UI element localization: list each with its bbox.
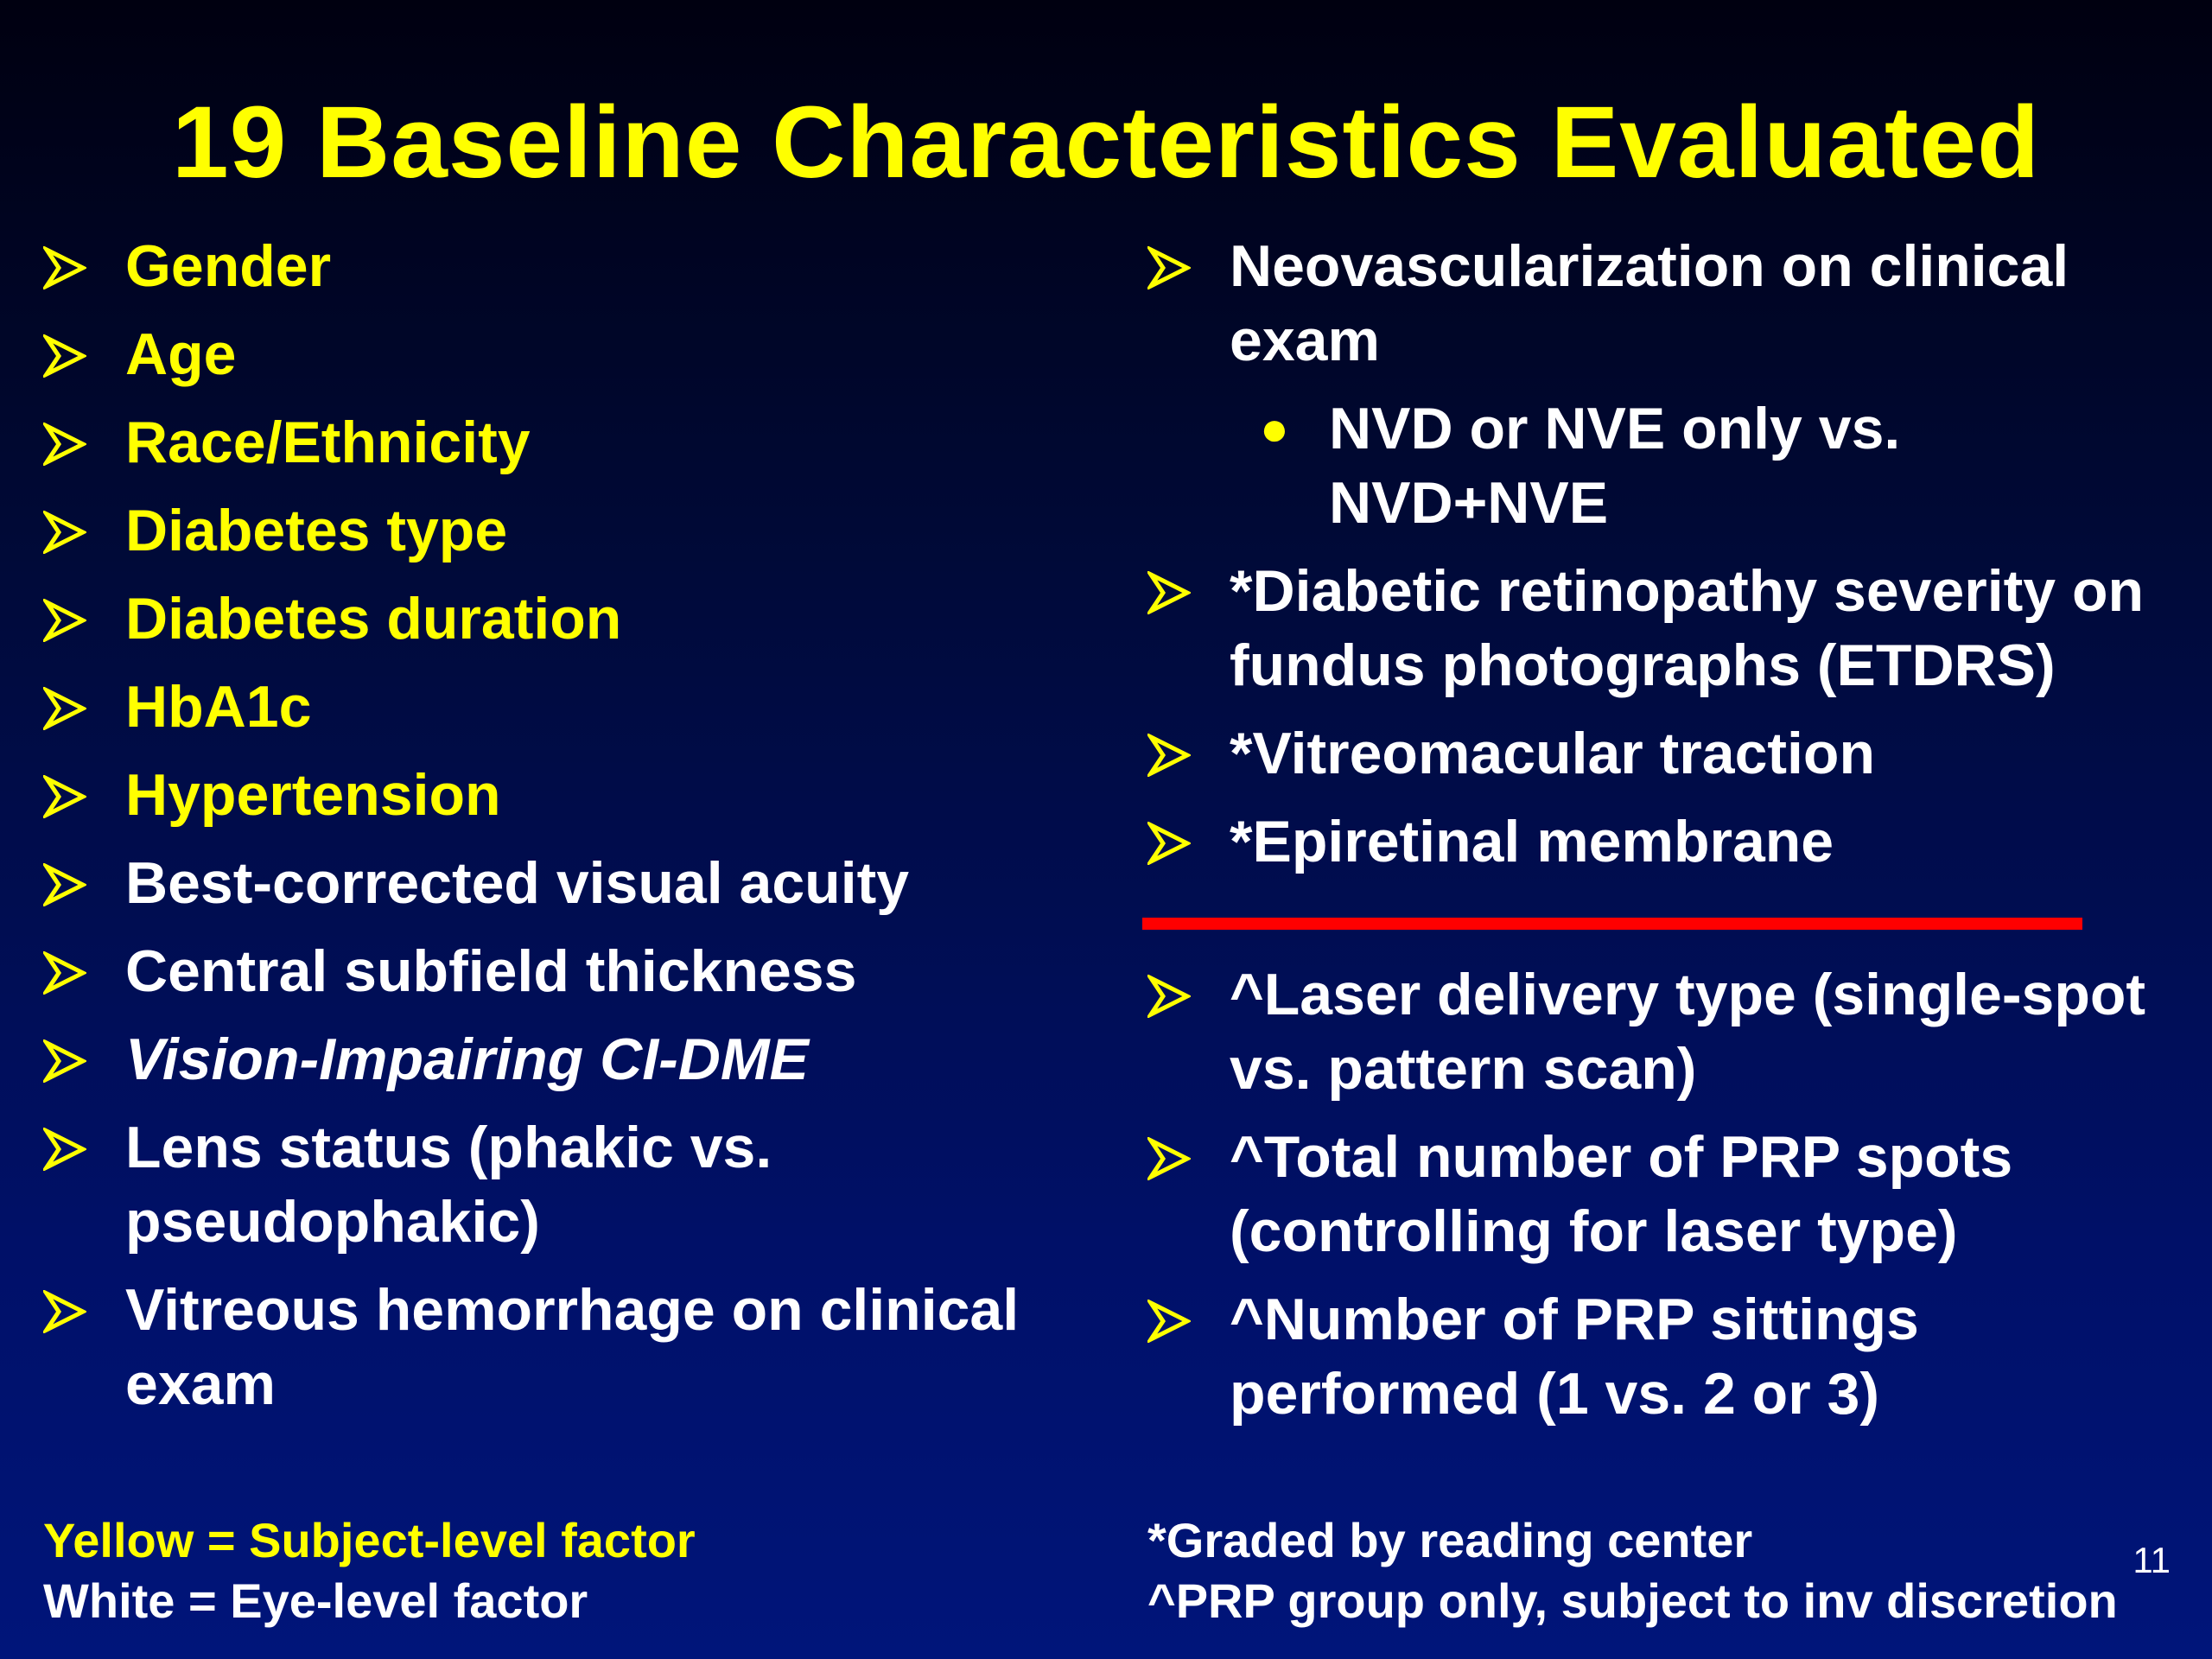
list-item-label: Hypertension — [125, 762, 501, 828]
footnotes — [1147, 1510, 2118, 1631]
list-item-label: *Epiretinal membrane — [1230, 809, 1834, 874]
arrow-bullet-icon — [43, 951, 86, 995]
list-item-prp-spots — [1147, 1120, 2167, 1268]
list-item-dr-severity — [1147, 554, 2167, 702]
list-item-neovascularization — [1147, 229, 2167, 378]
arrow-bullet-icon — [1147, 975, 1191, 1018]
red-divider — [1142, 918, 2082, 930]
list-item-epiretinal-membrane — [1147, 804, 2167, 879]
list-item-label: ^Number of PRP sittings performed (1 vs. 2 or 3) — [1230, 1287, 1919, 1427]
list-item-visual-acuity — [43, 846, 1123, 920]
arrow-bullet-icon — [1147, 571, 1191, 614]
right-bullet-list — [1147, 229, 2167, 1445]
list-item-label: Vitreous hemorrhage on clinical exam — [125, 1277, 1020, 1417]
list-item-label: ^Laser delivery type (single-spot vs. pattern scan) — [1230, 962, 2146, 1102]
arrow-bullet-icon — [43, 1290, 86, 1333]
color-legend — [43, 1510, 696, 1631]
arrow-bullet-icon — [43, 863, 86, 906]
arrow-bullet-icon — [43, 423, 86, 466]
legend-white: White = Eye-level factor — [43, 1573, 588, 1628]
arrow-bullet-icon — [43, 687, 86, 730]
list-item-label: Diabetes duration — [125, 586, 622, 652]
footnote-prp: ^PRP group only, subject to inv discretion — [1147, 1573, 2118, 1628]
list-item-label: HbA1c — [125, 674, 312, 740]
list-item-label: Vision-Impairing CI-DME — [125, 1027, 809, 1092]
sub-item-label: NVD or NVE only vs. NVD+NVE — [1329, 396, 1901, 536]
list-item-vitreomacular-traction — [1147, 716, 2167, 791]
list-item-label: Gender — [125, 233, 332, 299]
arrow-bullet-icon — [1147, 1300, 1191, 1343]
footnote-graded: *Graded by reading center — [1147, 1513, 1753, 1567]
arrow-bullet-icon — [43, 1039, 86, 1083]
list-item-label: *Diabetic retinopathy severity on fundus photographs (ETDRS) — [1230, 558, 2145, 698]
dot-bullet-icon: ● — [1260, 401, 1289, 455]
list-item-vitreous-hemorrhage — [43, 1273, 1123, 1421]
page-number: 11 — [2133, 1540, 2171, 1580]
arrow-bullet-icon — [1147, 822, 1191, 865]
legend-yellow: Yellow = Subject-level factor — [43, 1513, 696, 1567]
list-item-prp-sittings — [1147, 1282, 2167, 1431]
arrow-bullet-icon — [43, 511, 86, 554]
list-item-ci-dme — [43, 1022, 1123, 1096]
list-item-label: Race/Ethnicity — [125, 410, 531, 475]
left-bullet-list — [43, 229, 1123, 1435]
slide-title: 19 Baseline Characteristics Evaluated — [171, 86, 2041, 200]
list-item-label: Best-corrected visual acuity — [125, 850, 910, 916]
list-item-label: Neovascularization on clinical exam — [1230, 233, 2069, 373]
arrow-bullet-icon — [43, 334, 86, 378]
list-item-diabetes-type — [43, 493, 1123, 568]
arrow-bullet-icon — [1147, 734, 1191, 777]
list-item-label: Age — [125, 321, 237, 387]
arrow-bullet-icon — [43, 246, 86, 289]
sub-item-nvd-nve — [1147, 391, 2167, 540]
arrow-bullet-icon — [43, 599, 86, 642]
arrow-bullet-icon — [1147, 246, 1191, 289]
list-item-diabetes-duration — [43, 582, 1123, 656]
list-item-label: ^Total number of PRP spots (controlling for laser type) — [1230, 1124, 2013, 1264]
list-item-label: Lens status (phakic vs. pseudophakic) — [125, 1115, 772, 1255]
list-item-hba1c — [43, 670, 1123, 744]
list-item-label: *Vitreomacular traction — [1230, 721, 1876, 786]
arrow-bullet-icon — [1147, 1137, 1191, 1180]
list-item-hypertension — [43, 758, 1123, 832]
list-item-age — [43, 317, 1123, 391]
list-item-gender — [43, 229, 1123, 303]
list-item-laser-delivery — [1147, 957, 2167, 1106]
list-item-race-ethnicity — [43, 405, 1123, 480]
arrow-bullet-icon — [43, 775, 86, 818]
arrow-bullet-icon — [43, 1128, 86, 1171]
list-item-lens-status — [43, 1110, 1123, 1259]
list-item-central-subfield — [43, 934, 1123, 1008]
list-item-label: Diabetes type — [125, 498, 508, 563]
list-item-label: Central subfield thickness — [125, 938, 857, 1004]
